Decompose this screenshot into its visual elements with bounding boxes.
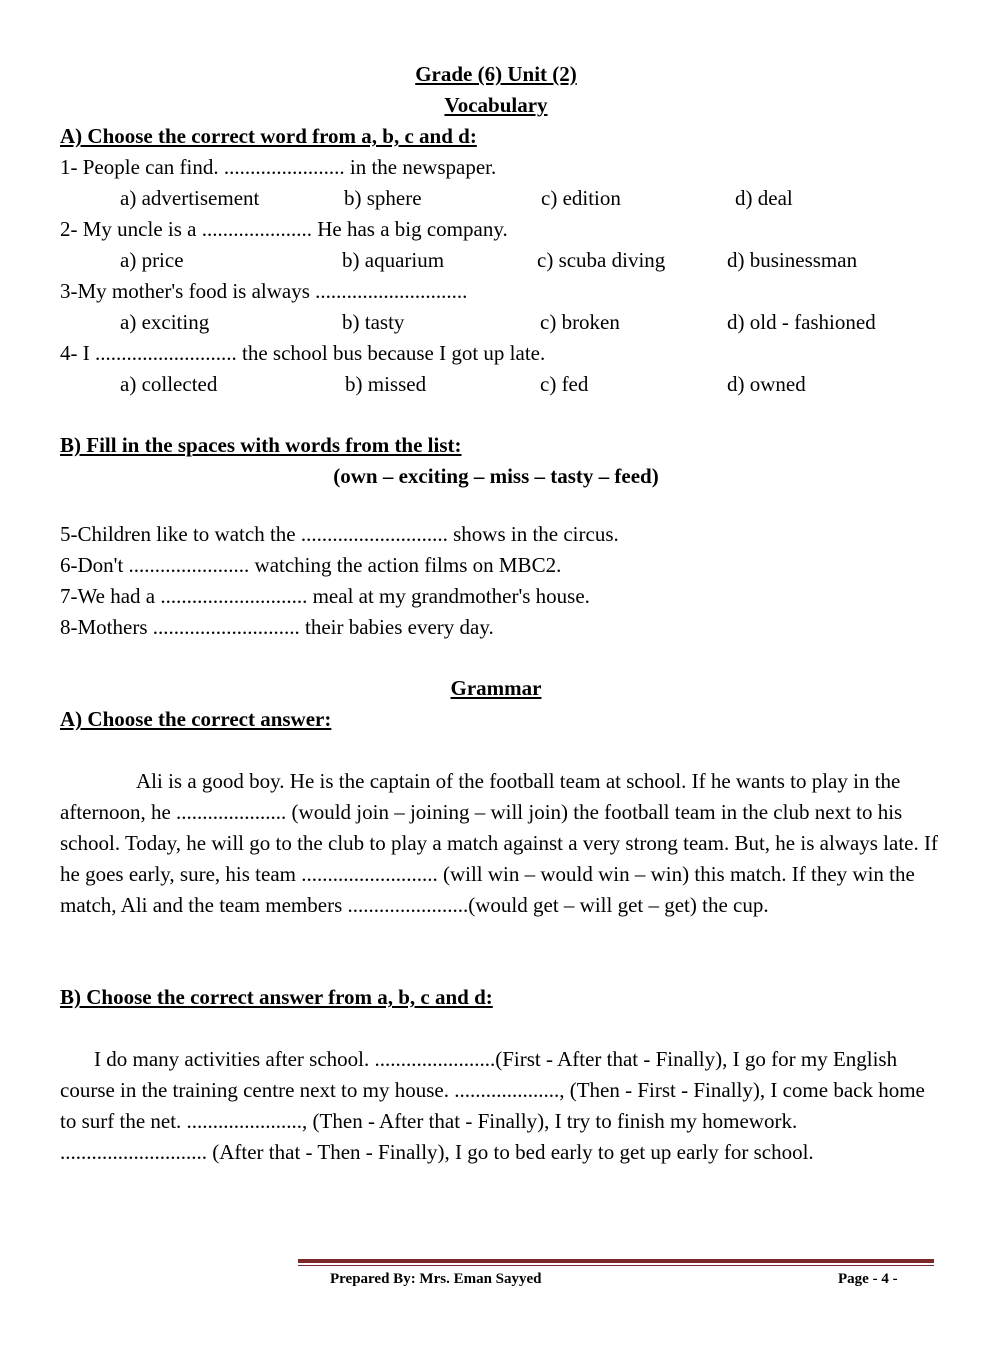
q2-option-d: d) businessman (727, 248, 858, 272)
sentence-6: 6-Don't ....................... watching the action films on MBC2. (60, 553, 562, 577)
q3-option-b: b) tasty (342, 310, 405, 334)
footer-rule (298, 1259, 934, 1266)
sentence-7: 7-We had a ............................ meal at my grandmother's house. (60, 584, 590, 608)
q1-option-d: d) deal (735, 186, 793, 210)
footer-page-number: Page - 4 - (838, 1271, 898, 1287)
grammar-heading: Grammar (450, 676, 542, 700)
q4-option-d: d) owned (727, 372, 806, 396)
grammar-b-paragraph: I do many activities after school. .......................(First - After that - Finally), I go for my English course in the training centre next to my house. ...................., (Then - First - Finally), I come back home to surf the net. ......................, (Then - After that - Finally), I try to finish my homework. ............................ (After that - Then - Finally), I go to bed early to get up early for school. (60, 1047, 925, 1164)
question-4: 4- I ........................... the school bus because I got up late. (60, 341, 546, 365)
question-2: 2- My uncle is a ..................... He has a big company. (60, 217, 508, 241)
sentence-5: 5-Children like to watch the ............................ shows in the circus. (60, 522, 619, 546)
q4-option-b: b) missed (345, 372, 427, 396)
q3-option-a: a) exciting (120, 310, 210, 334)
q2-option-b: b) aquarium (342, 248, 445, 272)
question-1: 1- People can find. ....................... in the newspaper. (60, 155, 497, 179)
vocab-b-heading: B) Fill in the spaces with words from the list: (60, 433, 462, 457)
q1-option-c: c) edition (541, 186, 621, 210)
q3-option-c: c) broken (540, 310, 620, 334)
q4-option-a: a) collected (120, 372, 218, 396)
q4-option-c: c) fed (540, 372, 589, 396)
footer-prepared-by: Prepared By: Mrs. Eman Sayyed (330, 1271, 542, 1287)
vocabulary-heading: Vocabulary (444, 93, 548, 117)
grammar-a-heading: A) Choose the correct answer: (60, 707, 332, 731)
q3-option-d: d) old - fashioned (727, 310, 876, 334)
word-list: (own – exciting – miss – tasty – feed) (333, 464, 659, 488)
sentence-8: 8-Mothers ............................ their babies every day. (60, 615, 494, 639)
q1-option-b: b) sphere (344, 186, 422, 210)
q2-option-c: c) scuba diving (537, 248, 666, 272)
q2-option-a: a) price (120, 248, 184, 272)
q1-option-a: a) advertisement (120, 186, 260, 210)
vocab-a-heading: A) Choose the correct word from a, b, c and d: (60, 124, 477, 148)
question-3: 3-My mother's food is always ............................. (60, 279, 468, 303)
grammar-b-heading: B) Choose the correct answer from a, b, c and d: (60, 985, 493, 1009)
grammar-a-paragraph: Ali is a good boy. He is the captain of the football team at school. If he wants to play in the afternoon, he ..................... (would join – joining – will join) the football team in the club next to his school. Today, he will go to the club to play a match against a very strong team. But, he is always late. If he goes early, sure, his team .......................... (will win – would win – win) this match. If they win the match, Ali and the team members .......................(would get – will get – get) the cup. (60, 769, 938, 917)
page-title: Grade (6) Unit (2) (415, 62, 577, 86)
